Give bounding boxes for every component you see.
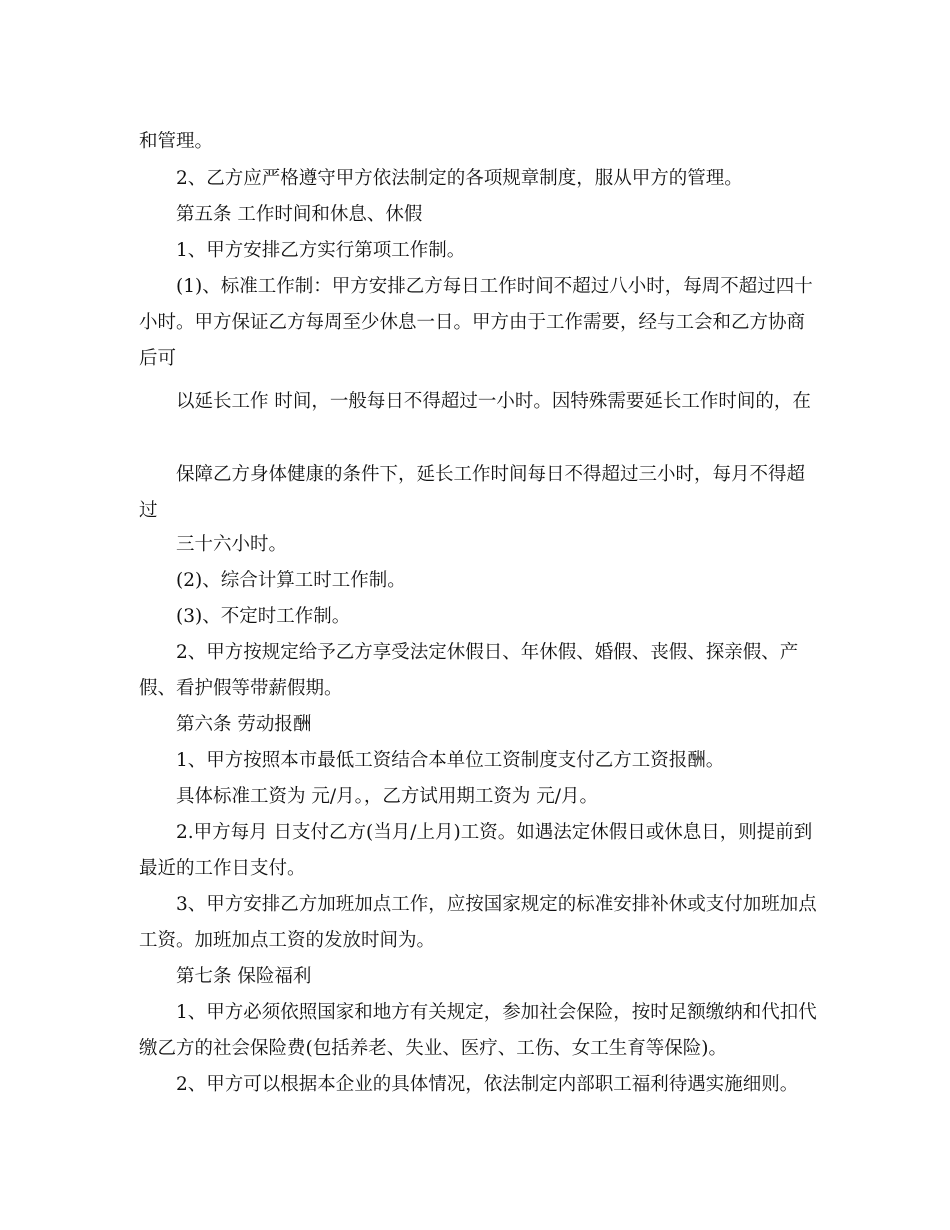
article-5-heading: 第五条 工作时间和休息、休假: [176, 204, 423, 225]
paragraph-work-system: 1、甲方安排乙方实行第项工作制。: [176, 240, 466, 261]
paragraph-paid-leave: 2、甲方按规定给予乙方享受法定休假日、年休假、婚假、丧假、探亲假、产假、看护假等带薪假期。: [139, 642, 799, 699]
paragraph-payday: 2.甲方每月 日支付乙方(当月/上月)工资。如遇法定休假日或休息日，则提前到最近的工作日支付。: [139, 822, 813, 879]
paragraph-comprehensive-hours: (2)、综合计算工时工作制。: [176, 570, 406, 591]
paragraph-wage-payment: 1、甲方按照本市最低工资结合本单位工资制度支付乙方工资报酬。: [176, 750, 725, 771]
paragraph-flexible-hours: (3)、不定时工作制。: [176, 606, 351, 627]
paragraph-health-guarantee: 保障乙方身体健康的条件下，延长工作时间每日不得超过三小时，每月不得超过: [139, 464, 806, 521]
paragraph-rules-compliance: 2、乙方应严格遵守甲方依法制定的各项规章制度，服从甲方的管理。: [176, 168, 743, 189]
article-7-heading: 第七条 保险福利: [176, 966, 312, 987]
article-6-heading: 第六条 劳动报酬: [176, 714, 312, 735]
paragraph-standard-work-system: (1)、标准工作制：甲方安排乙方每日工作时间不超过八小时，每周不超过四十小时。甲方保证乙方每周至少休息一日。甲方由于工作需要，经与工会和乙方协商后可: [139, 276, 813, 369]
paragraph-social-insurance: 1、甲方必须依照国家和地方有关规定，参加社会保险，按时足额缴纳和代扣代缴乙方的社会保险费(包括养老、失业、医疗、工伤、女工生育等保险)。: [139, 1002, 817, 1059]
paragraph-extend-hours: 以延长工作 时间，一般每日不得超过一小时。因特殊需要延长工作时间的，在: [176, 391, 811, 412]
paragraph-overtime: 3、甲方安排乙方加班加点工作，应按国家规定的标准安排补休或支付加班加点工资。加班加点工资的发放时间为。: [139, 894, 817, 951]
paragraph-welfare-rules: 2、甲方可以根据本企业的具体情况，依法制定内部职工福利待遇实施细则。: [176, 1074, 799, 1095]
paragraph-36-hours: 三十六小时。: [176, 534, 288, 555]
paragraph-management-end: 和管理。: [139, 131, 214, 152]
paragraph-standard-wage: 具体标准工资为 元/月。，乙方试用期工资为 元/月。: [176, 786, 598, 807]
